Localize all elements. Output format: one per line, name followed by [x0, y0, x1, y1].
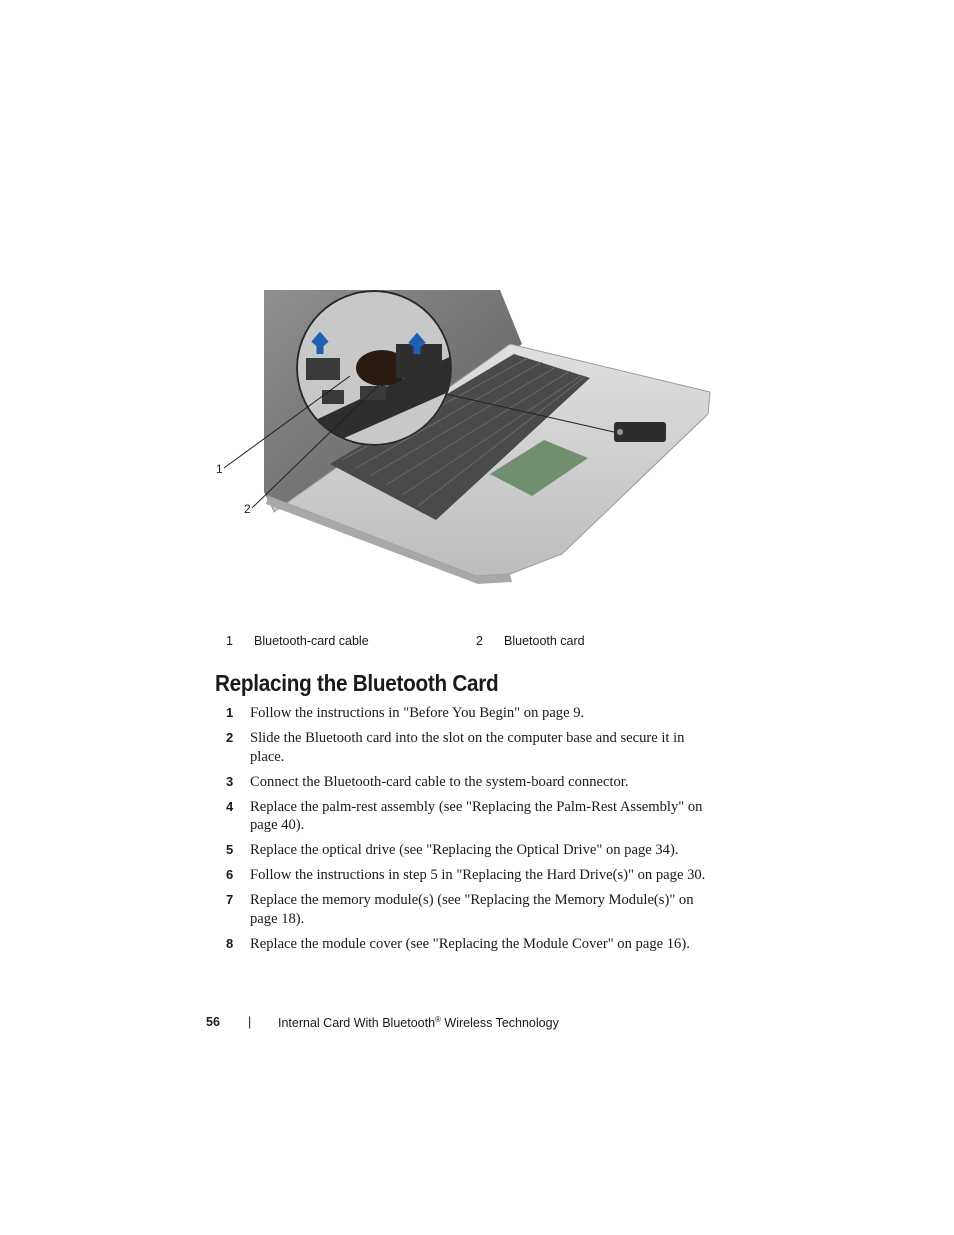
step-item — [226, 704, 716, 723]
step-number: 6 — [226, 867, 234, 882]
step-text: Follow the instructions in step 5 in "Replacing the Hard Drive(s)" on page 30. — [250, 867, 706, 883]
step-item — [226, 935, 716, 954]
procedure-steps — [226, 704, 716, 960]
step-item — [226, 729, 716, 766]
registered-mark: ® — [435, 1015, 441, 1024]
legend-label: Bluetooth-card cable — [254, 634, 369, 648]
step-item — [226, 798, 716, 835]
legend-label: Bluetooth card — [504, 634, 585, 648]
step-item — [226, 773, 716, 792]
step-number: 8 — [226, 935, 234, 951]
step-number: 5 — [226, 842, 234, 857]
step-text: Replace the optical drive (see "Replacing the Optical Drive" on page 34). — [250, 842, 679, 858]
step-text: Connect the Bluetooth-card cable to the system-board connector. — [250, 773, 629, 790]
laptop-illustration — [210, 282, 730, 592]
step-item — [226, 841, 716, 860]
step-text: Replace the memory module(s) (see "Replacing the Memory Module(s)" on page 18). — [250, 892, 694, 927]
footer-title — [278, 1015, 559, 1030]
footer-separator: | — [248, 1015, 252, 1029]
footer-title-end: Wireless Technology — [440, 1016, 559, 1031]
callout-1: 1 — [216, 462, 223, 476]
step-text: Replace the module cover (see "Replacing the Module Cover" on page 16). — [250, 935, 690, 952]
section-heading: Replacing the Bluetooth Card — [215, 670, 499, 696]
step-text: Replace the palm-rest assembly (see "Replacing the Palm-Rest Assembly" on page 40). — [250, 798, 703, 833]
step-number: 7 — [226, 892, 234, 907]
legend-number: 1 — [226, 634, 233, 648]
step-item — [226, 891, 716, 928]
footer-title-main: Internal Card With Bluetooth — [278, 1016, 436, 1031]
step-text: Follow the instructions in "Before You Begin" on page 9. — [250, 705, 585, 721]
step-number: 4 — [226, 798, 234, 814]
step-item — [226, 866, 716, 885]
laptop-drawing — [210, 282, 730, 592]
step-number: 1 — [226, 705, 234, 720]
callout-2: 2 — [244, 502, 251, 516]
page-number: 56 — [206, 1015, 220, 1029]
step-number: 3 — [226, 773, 234, 789]
step-number: 2 — [226, 730, 234, 745]
legend-number: 2 — [476, 634, 483, 648]
step-text: Slide the Bluetooth card into the slot on the computer base and secure it in place. — [250, 730, 685, 765]
